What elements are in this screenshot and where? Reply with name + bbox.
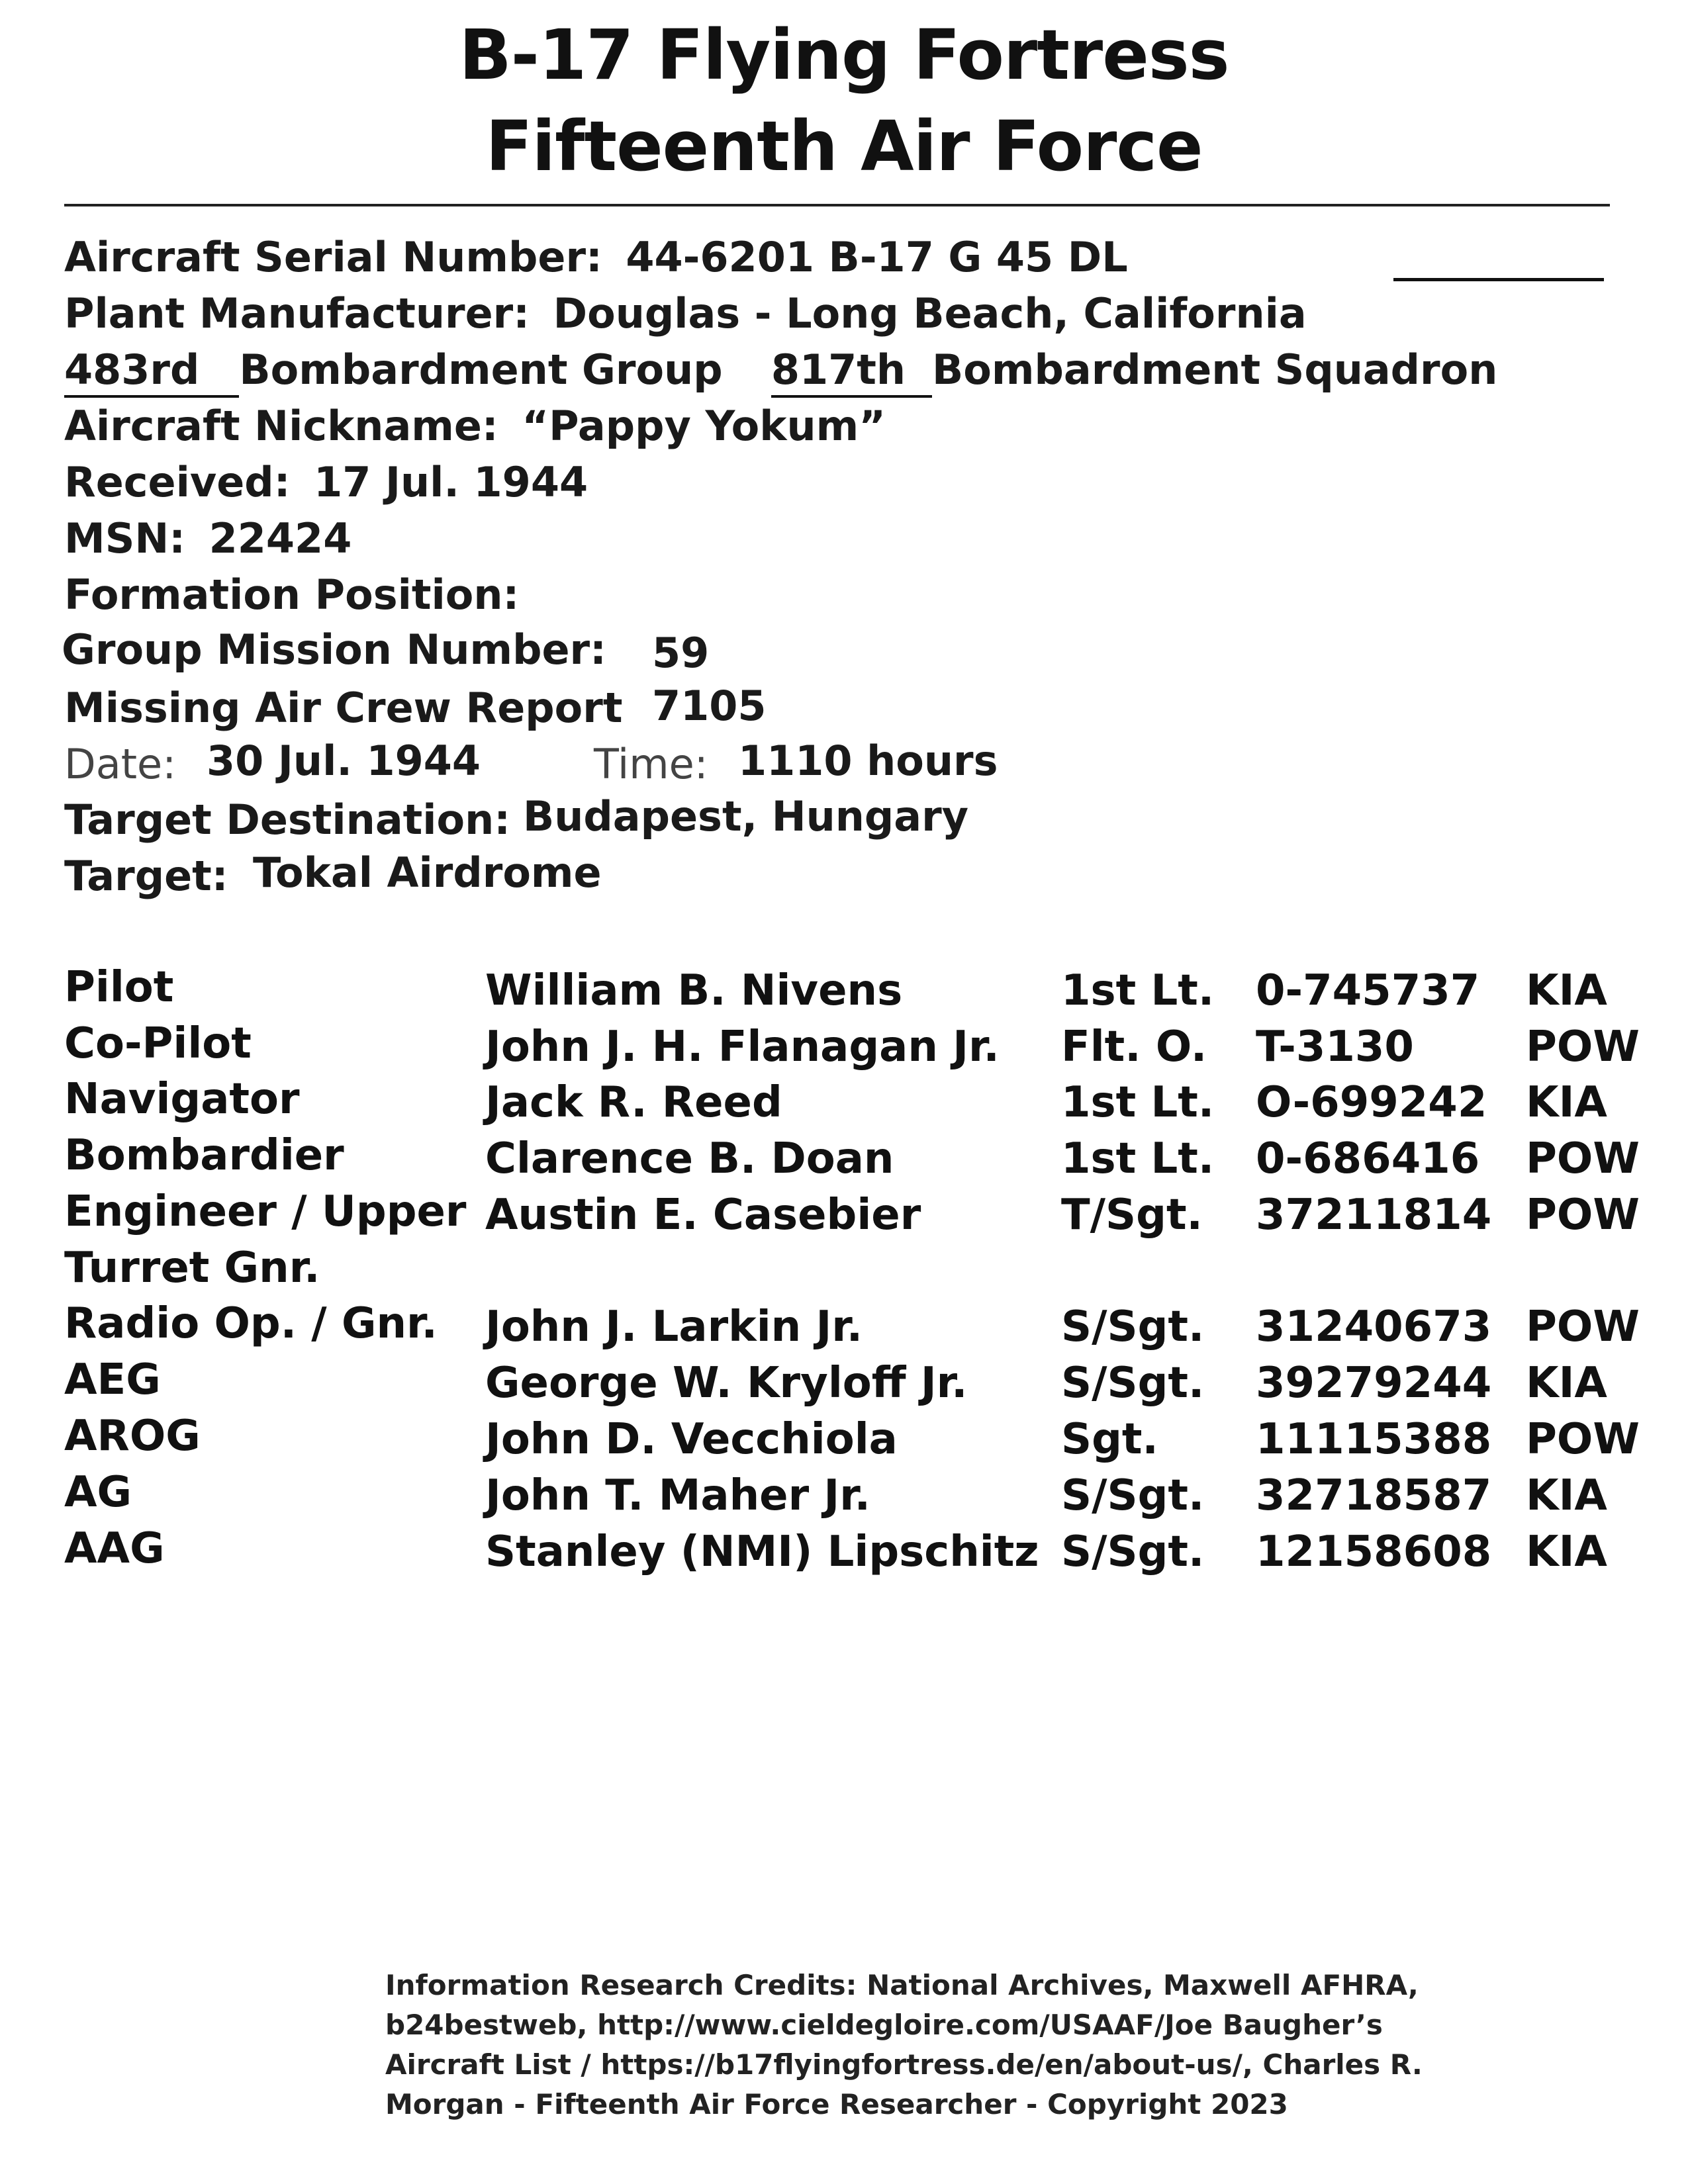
credits-line: b24bestweb, http://www.cieldegloire.com/USAAF/Joe Baugher’s xyxy=(385,2009,1383,2041)
crew-name: Clarence B. Doan xyxy=(485,1134,894,1183)
plant-row xyxy=(64,289,1307,338)
mission-label: Group Mission Number: xyxy=(62,625,606,674)
serial-label: Aircraft Serial Number: xyxy=(64,233,602,281)
crew-serial: 31240673 xyxy=(1256,1302,1492,1351)
msn-value: 22424 xyxy=(209,514,352,563)
crew-name: John T. Maher Jr. xyxy=(485,1471,870,1520)
crew-name: George W. Kryloff Jr. xyxy=(485,1359,968,1408)
date-value: 30 Jul. 1944 xyxy=(207,737,481,785)
target-value: Tokal Airdrome xyxy=(253,848,602,897)
serial-blank-line xyxy=(1393,278,1604,281)
crew-position: Radio Op. / Gnr. xyxy=(64,1299,438,1348)
crew-serial: 0-745737 xyxy=(1256,966,1480,1015)
crew-serial: T-3130 xyxy=(1256,1023,1414,1071)
crew-position: Co-Pilot xyxy=(64,1019,252,1068)
crew-position: AAG xyxy=(64,1524,165,1573)
destination-value: Budapest, Hungary xyxy=(523,792,969,841)
plant-label: Plant Manufacturer: xyxy=(64,289,530,338)
received-label: Received: xyxy=(64,458,291,506)
crew-status: KIA xyxy=(1526,1359,1607,1408)
crew-status: KIA xyxy=(1526,1078,1607,1127)
crew-position: AEG xyxy=(64,1355,161,1404)
crew-position: AG xyxy=(64,1468,132,1517)
crew-rank: S/Sgt. xyxy=(1061,1302,1205,1351)
formation-label: Formation Position: xyxy=(64,570,520,619)
crew-serial: O-699242 xyxy=(1256,1078,1487,1127)
crew-position-continued: Turret Gnr. xyxy=(64,1244,320,1293)
crew-name: Jack R. Reed xyxy=(485,1078,782,1127)
page-subtitle: Fifteenth Air Force xyxy=(485,106,1203,187)
crew-position: Bombardier xyxy=(64,1131,344,1180)
crew-serial: 32718587 xyxy=(1256,1471,1492,1520)
crew-serial: 0-686416 xyxy=(1256,1134,1480,1183)
credits-block xyxy=(385,1966,1423,2124)
title-divider xyxy=(64,204,1610,206)
crew-status: POW xyxy=(1526,1134,1640,1183)
group-label: Bombardment Group xyxy=(239,345,723,394)
crew-status: POW xyxy=(1526,1415,1640,1464)
crew-serial: 39279244 xyxy=(1256,1359,1492,1408)
page-title: B-17 Flying Fortress xyxy=(459,15,1229,95)
nickname-row xyxy=(64,402,886,450)
credits-line: Aircraft List / https://b17flyingfortress.de/en/about-us/, Charles R. xyxy=(385,2048,1423,2081)
macr-label: Missing Air Crew Report xyxy=(64,684,623,732)
crew-name: John J. H. Flanagan Jr. xyxy=(485,1023,1000,1071)
group-row xyxy=(64,345,1497,394)
date-label: Date: xyxy=(64,740,177,788)
crew-position: Engineer / Upper xyxy=(64,1187,467,1236)
crew-position: Pilot xyxy=(64,963,174,1012)
crew-status: POW xyxy=(1526,1191,1640,1240)
crew-name: Austin E. Casebier xyxy=(485,1191,921,1240)
crew-name: William B. Nivens xyxy=(485,966,903,1015)
serial-row xyxy=(64,233,1128,281)
mission-value: 59 xyxy=(652,629,710,677)
crew-status: POW xyxy=(1526,1302,1640,1351)
crew-position: AROG xyxy=(64,1412,201,1461)
squadron-number: 817th xyxy=(771,345,932,398)
nickname-label: Aircraft Nickname: xyxy=(64,402,498,450)
crew-rank: Flt. O. xyxy=(1061,1023,1207,1071)
crew-position: Navigator xyxy=(64,1075,300,1124)
crew-status: KIA xyxy=(1526,966,1607,1015)
time-value: 1110 hours xyxy=(738,737,998,785)
crew-rank: S/Sgt. xyxy=(1061,1527,1205,1576)
received-value: 17 Jul. 1944 xyxy=(314,458,588,506)
crew-serial: 37211814 xyxy=(1256,1191,1492,1240)
group-number: 483rd xyxy=(64,345,239,398)
nickname-value: “Pappy Yokum” xyxy=(522,402,886,450)
crew-name: Stanley (NMI) Lipschitz xyxy=(485,1527,1039,1576)
serial-value: 44-6201 B-17 G 45 DL xyxy=(626,233,1128,281)
credits-line: Information Research Credits: National Archives, Maxwell AFHRA, xyxy=(385,1969,1419,2001)
crew-status: POW xyxy=(1526,1023,1640,1071)
credits-line: Morgan - Fifteenth Air Force Researcher - Copyright 2023 xyxy=(385,2088,1288,2120)
macr-value: 7105 xyxy=(652,682,767,730)
date-row xyxy=(64,740,176,788)
time-row xyxy=(594,740,708,788)
msn-label: MSN: xyxy=(64,514,186,563)
plant-value: Douglas - Long Beach, California xyxy=(553,289,1307,338)
crew-status: KIA xyxy=(1526,1527,1607,1576)
time-label: Time: xyxy=(594,740,708,788)
received-row xyxy=(64,458,588,506)
crew-rank: 1st Lt. xyxy=(1061,966,1215,1015)
crew-serial: 12158608 xyxy=(1256,1527,1492,1576)
target-label: Target: xyxy=(64,852,228,900)
crew-rank: S/Sgt. xyxy=(1061,1359,1205,1408)
crew-name: John J. Larkin Jr. xyxy=(485,1302,863,1351)
crew-status: KIA xyxy=(1526,1471,1607,1520)
msn-row xyxy=(64,514,352,563)
crew-rank: 1st Lt. xyxy=(1061,1078,1215,1127)
crew-rank: S/Sgt. xyxy=(1061,1471,1205,1520)
destination-label: Target Destination: xyxy=(64,796,511,844)
crew-rank: T/Sgt. xyxy=(1061,1191,1203,1240)
crew-rank: Sgt. xyxy=(1061,1415,1158,1464)
crew-name: John D. Vecchiola xyxy=(485,1415,898,1464)
squadron-label: Bombardment Squadron xyxy=(932,345,1498,394)
crew-rank: 1st Lt. xyxy=(1061,1134,1215,1183)
crew-serial: 11115388 xyxy=(1256,1415,1492,1464)
